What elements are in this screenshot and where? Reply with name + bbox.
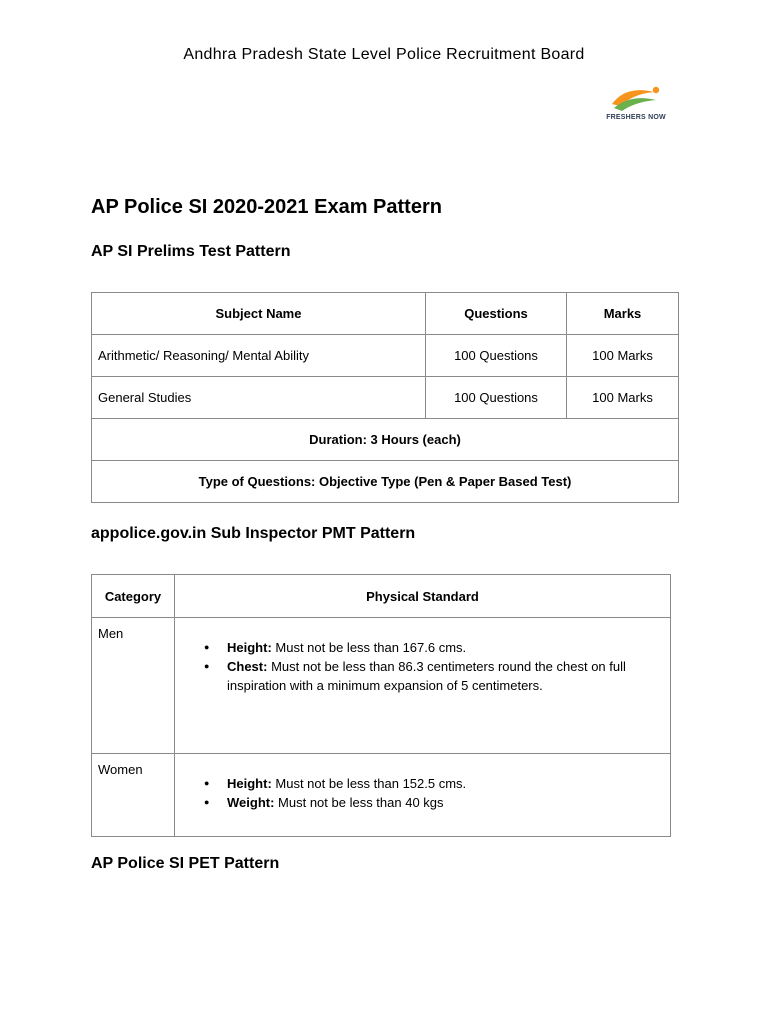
table-cell: 100 Questions: [426, 377, 567, 419]
prelims-heading: AP SI Prelims Test Pattern: [91, 243, 291, 260]
table-row: [92, 618, 671, 754]
list-item: [227, 793, 664, 812]
pmt-heading: appolice.gov.in Sub Inspector PMT Pattern: [91, 525, 416, 542]
table-header-row: [92, 575, 671, 618]
list-item: [227, 657, 664, 695]
column-header: Questions: [426, 293, 567, 335]
standard-cell: [175, 754, 671, 837]
prelims-table: [91, 292, 679, 503]
table-row: [92, 461, 679, 503]
list-item: [227, 774, 664, 793]
item-text: Must not be less than 167.6 cms.: [271, 640, 467, 655]
freshers-now-logo: [598, 84, 674, 126]
freshers-now-logo-icon: [598, 84, 674, 114]
table-row: [92, 419, 679, 461]
table-header-row: [92, 293, 679, 335]
question-type-cell: Type of Questions: Objective Type (Pen & Paper Based Test): [92, 461, 679, 503]
category-cell: Men: [92, 618, 175, 754]
item-text: Must not be less than 152.5 cms.: [271, 776, 467, 791]
standard-list: [181, 638, 664, 695]
column-header: Category: [92, 575, 175, 618]
pet-heading: AP Police SI PET Pattern: [91, 855, 280, 872]
page-title: AP Police SI 2020-2021 Exam Pattern: [91, 196, 442, 218]
table-row: [92, 335, 679, 377]
item-label: Height:: [227, 776, 272, 791]
category-cell: Women: [92, 754, 175, 837]
table-row: [92, 377, 679, 419]
item-label: Height:: [227, 640, 272, 655]
logo-text: FRESHERS NOW: [606, 114, 666, 121]
list-item: [227, 638, 664, 657]
table-cell: General Studies: [92, 377, 426, 419]
item-label: Weight:: [227, 795, 275, 810]
table-cell: 100 Marks: [567, 335, 679, 377]
item-label: Chest:: [227, 659, 268, 674]
duration-cell: Duration: 3 Hours (each): [92, 419, 679, 461]
column-header: Marks: [567, 293, 679, 335]
table-row: [92, 754, 671, 837]
table-cell: Arithmetic/ Reasoning/ Mental Ability: [92, 335, 426, 377]
standard-cell: [175, 618, 671, 754]
table-cell: 100 Questions: [426, 335, 567, 377]
column-header: Physical Standard: [175, 575, 671, 618]
standard-list: [181, 774, 664, 812]
pmt-table: [91, 574, 671, 837]
item-text: Must not be less than 86.3 centimeters round the chest on full inspiration with a minimum expansion of 5 centimeters.: [227, 659, 626, 693]
column-header: Subject Name: [92, 293, 426, 335]
table-cell: 100 Marks: [567, 377, 679, 419]
item-text: Must not be less than 40 kgs: [274, 795, 444, 810]
header-title: Andhra Pradesh State Level Police Recruitment Board: [183, 46, 585, 63]
